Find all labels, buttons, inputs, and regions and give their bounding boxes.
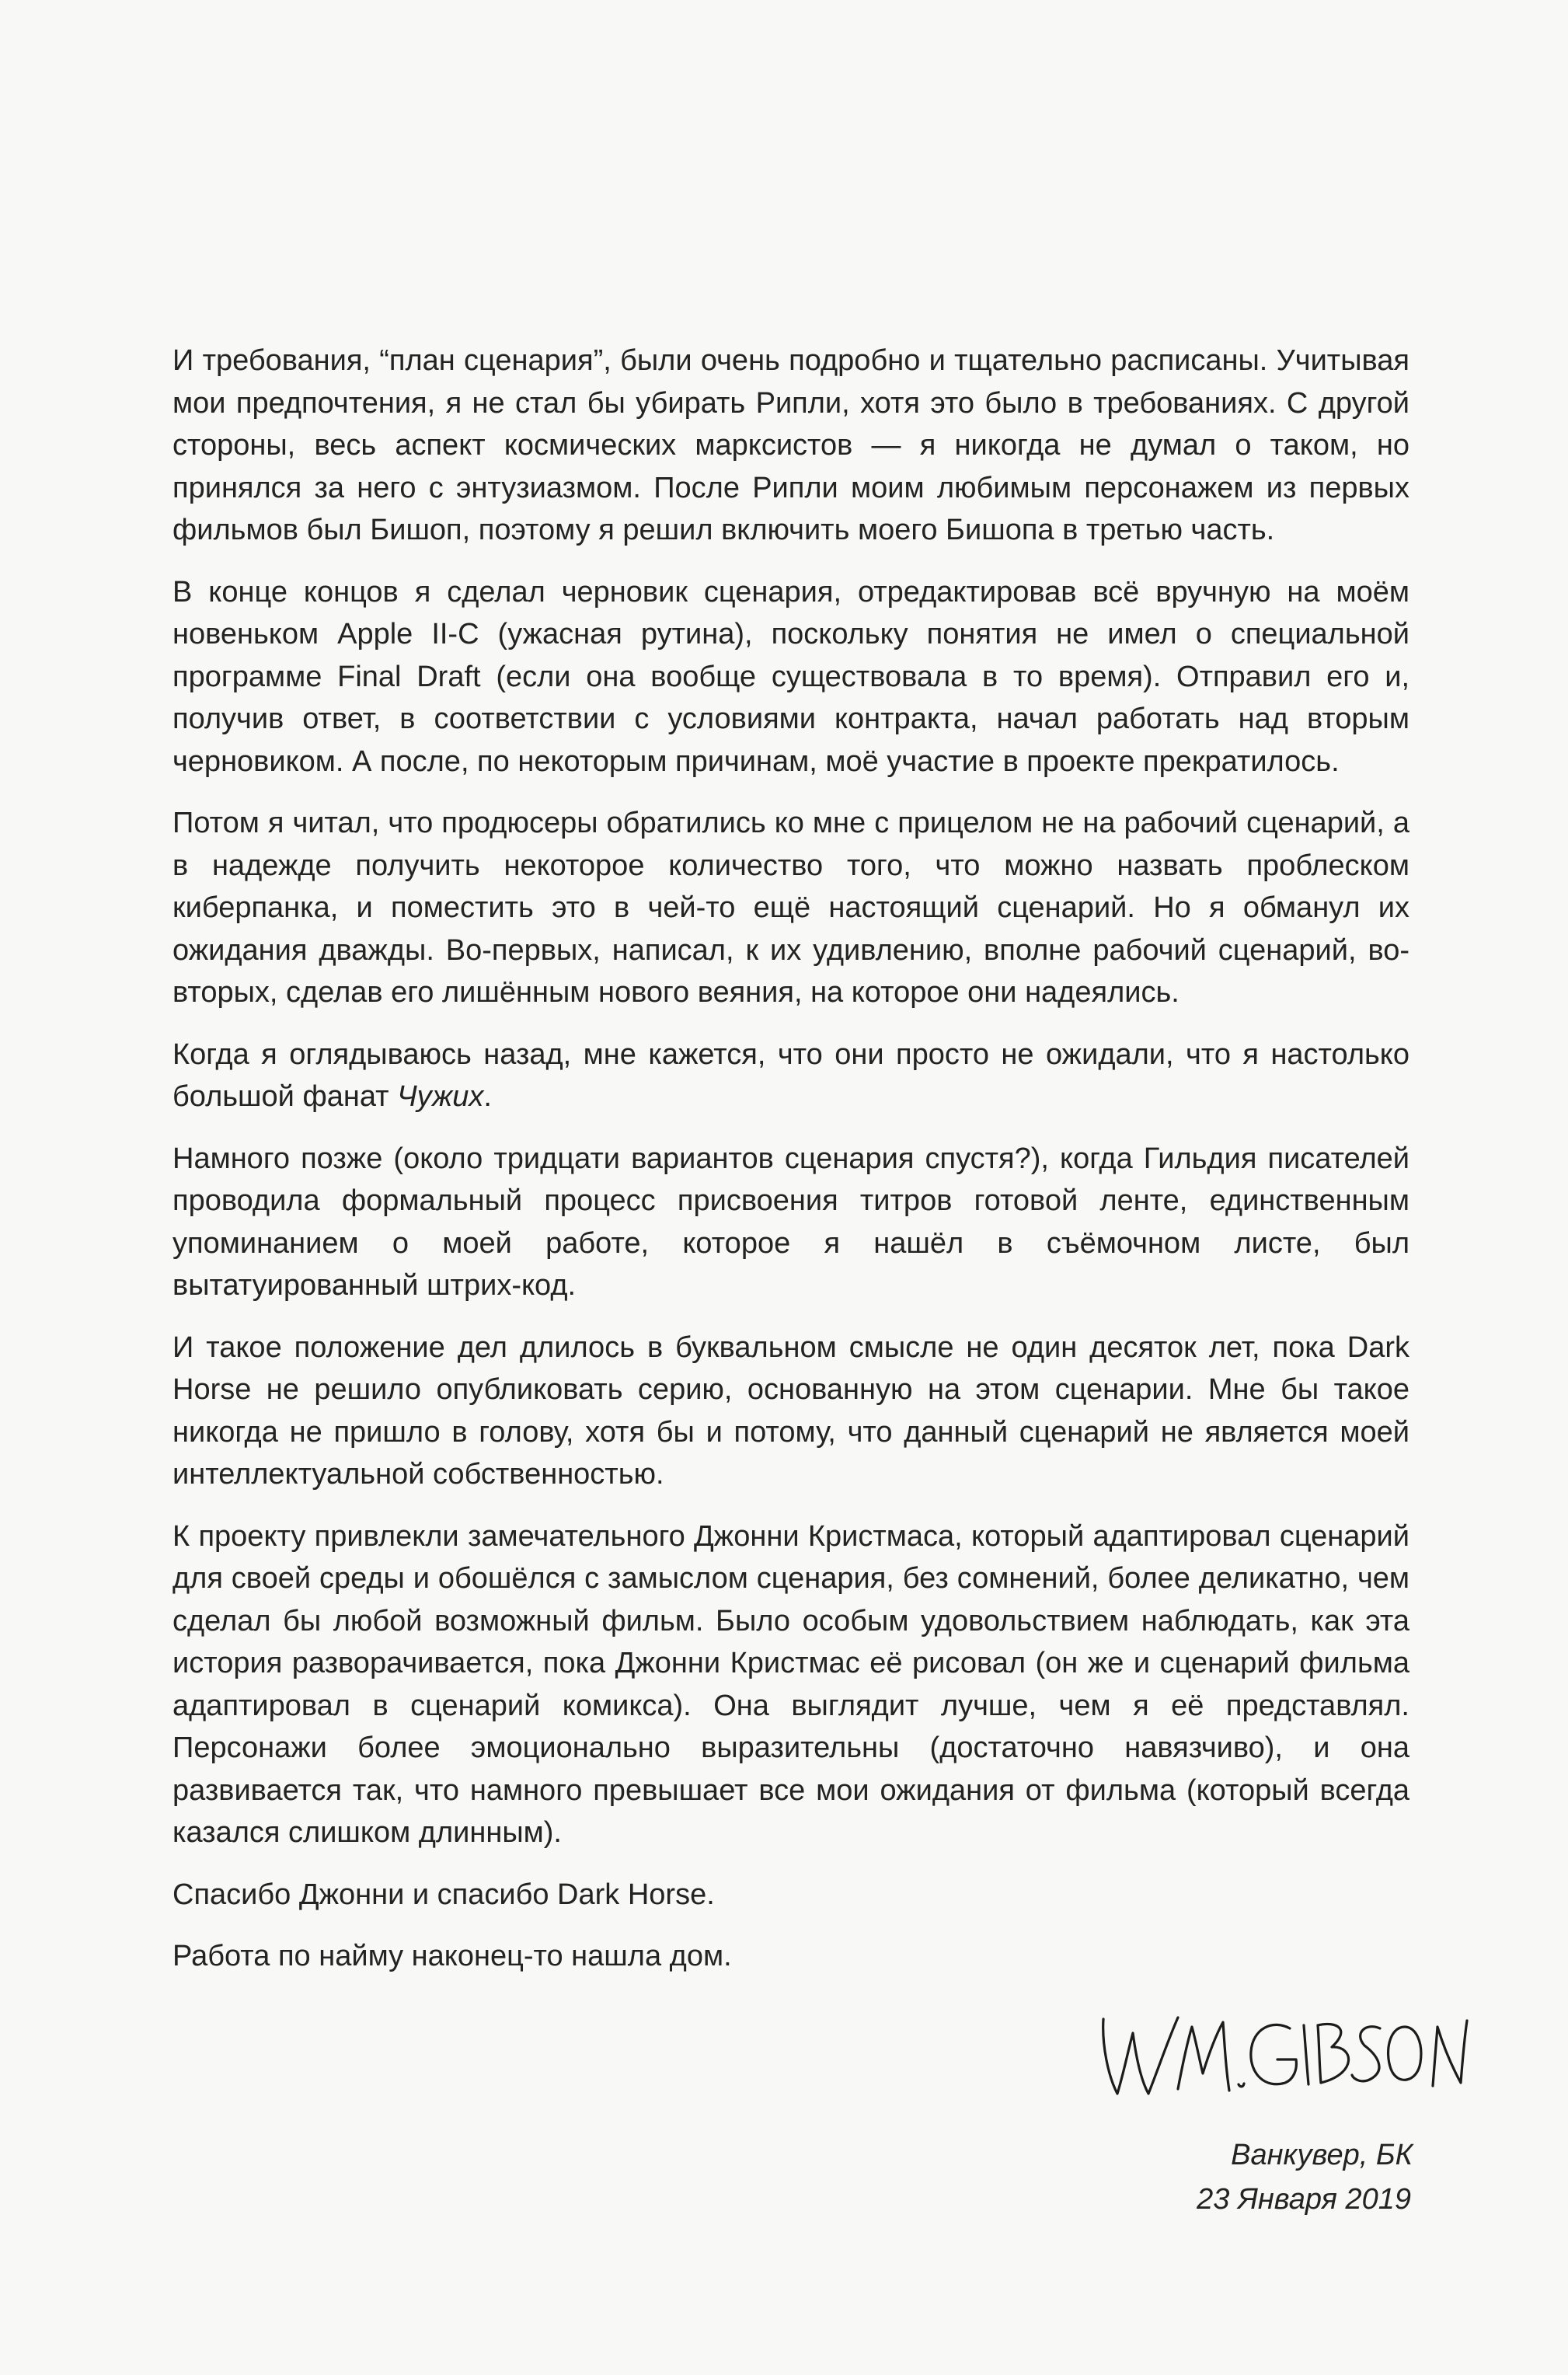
paragraph-4 — [172, 1034, 1409, 1118]
paragraph-4-end: . — [483, 1080, 492, 1113]
paragraph-5: Намного позже (около тридцати вариантов сценария спустя?), когда Гильдия писателей проводила формальный процесс присвоения титров готовой ленте, единственным упоминанием о моей работе, которое я нашёл в съёмочном листе, был вытатуированный штрих-код. — [172, 1142, 1409, 1302]
paragraph-9: Работа по найму наконец-то нашла дом. — [172, 1940, 732, 1972]
paragraph-2: В конце концов я сделал черновик сценария, отредактировав всё вручную на моём новеньком Apple II-C (ужасная рутина), поскольку понятия не имел о специальной программе Final Draft (если она вообще существовала в то время). Отправил его и, получив ответ, в соответствии с условиями контракта, начал работать над вторым черновиком. А после, по некоторым причинам, моё участие в проекте прекратилось. — [172, 575, 1409, 778]
paragraph-4-text: Когда я оглядываюсь назад, мне кажется, что они просто не ожидали, что я настолько большой фанат — [172, 1038, 1409, 1113]
paragraph-8: Спасибо Джонни и спасибо Dark Horse. — [172, 1878, 715, 1911]
paragraph-3: Потом я читал, что продюсеры обратились ко мне с прицелом не на рабочий сценарий, а в надежде получить некоторое количество того, что можно назвать проблеском киберпанка, и поместить это в чей-то ещё настоящий сценарий. Но я обманул их ожидания дважды. Во-первых, написал, к их удивлению, вполне рабочий сценарий, во-вторых, сделав его лишённым нового веяния, на которое они надеялись. — [172, 807, 1409, 1009]
italic-title: Чужих — [397, 1080, 484, 1113]
paragraph-7: К проекту привлекли замечательного Джонни Кристмаса, который адаптировал сценарий для своей среды и обошёлся с замыслом сценария, без сомнений, более деликатно, чем сделал бы любой возможный фильм. Было особым удовольствием наблюдать, как эта история разворачивается, пока Джонни Кристмас её рисовал (он же и сценарий фильма адаптировал в сценарий комикса). Она выглядит лучше, чем я её представлял. Персонажи более эмоционально выразительны (достаточно навязчиво), и она развивается так, что намного превышает все мои ожидания от фильма (который всегда казался слишком длинным). — [172, 1519, 1409, 1849]
place-line: Ванкувер, БК — [1231, 2139, 1413, 2171]
paragraph-6: И такое положение дел длилось в буквальном смысле не один десяток лет, пока Dark Horse не решило опубликовать серию, основанную на этом сценарии. Мне бы такое никогда не пришло в голову, хотя бы и потому, что данный сценарий не является моей интеллектуальной собственностью. — [172, 1330, 1409, 1491]
date-line: 23 Января 2019 — [1197, 2183, 1411, 2216]
paragraph-1: И требования, “план сценария”, были очень подробно и тщательно расписаны. Учитывая мои предпочтения, я не стал бы убирать Рипли, хотя это было в требованиях. С другой стороны, весь аспект космических марксистов — я никогда не думал о таком, но принялся за него с энтузиазмом. После Рипли моим любимым персонажем из первых фильмов был Бишоп, поэтому я решил включить моего Бишопа в третью часть. — [172, 344, 1409, 546]
handwritten-signature — [1086, 2002, 1475, 2111]
body-text — [172, 340, 1409, 1997]
